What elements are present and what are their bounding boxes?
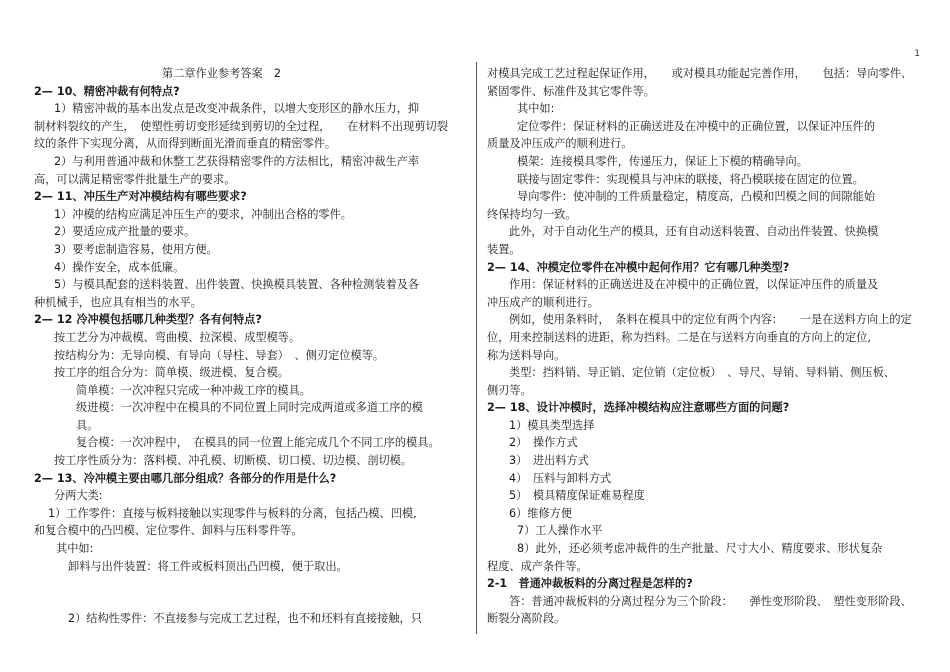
question-heading: 2— 11、冲压生产对冲模结构有哪些要求? <box>34 190 247 204</box>
text-line: 导向零件：使冲制的工件质量稳定，精度高，凸模和凹模之间的间隙能始 <box>517 190 876 204</box>
text-line: 级进模：一次冲程中在模具的不同位置上同时完成两道或多道工序的模 <box>76 401 423 415</box>
text-line: 2）要适应成产批量的要求。 <box>54 225 196 239</box>
text-line: 称为送料导向。 <box>487 348 566 362</box>
text-line: 断裂分离阶段。 <box>487 612 566 626</box>
text-line: 其中如: <box>517 102 555 116</box>
text-line: 类型：挡料销、导正销、定位销（定位板） 、导尺、导销、导料销、侧压板、 <box>509 366 895 380</box>
right-column <box>487 65 917 628</box>
text-line: 5） 模具精度保证难易程度 <box>509 489 645 503</box>
text-line: 2）结构性零件：不直接参与完成工艺过程，也不和坯料有直接接触，只 <box>68 612 422 626</box>
text-line: 定位零件：保证材料的正确送进及在冲模中的正确位置，以保证冲压件的 <box>517 119 876 133</box>
text-line: 4）操作安全，成本低廉。 <box>54 260 185 274</box>
blank-gap <box>34 575 454 610</box>
question-heading: 2— 18、设计冲模时，选择冲模结构应注意哪些方面的问题? <box>487 401 790 415</box>
question-heading: 2-1 普通冲裁板料的分离过程是怎样的? <box>487 577 693 591</box>
text-line: 作用：保证材料的正确送进及在冲模中的正确位置，以保证冲压件的质量及 <box>509 278 879 292</box>
text-line: 1）工作零件：直接与板料接触以实现零件与板料的分离，包括凸模、凹模, <box>48 506 417 520</box>
text-line: 8）此外，还必须考虑冲裁件的生产批量、尺寸大小、精度要求、形状复杂 <box>517 542 883 556</box>
text-line: 4） 压料与卸料方式 <box>509 471 612 485</box>
question-heading: 2— 12 冷冲模包括哪几种类型？各有何特点? <box>34 313 262 327</box>
text-line: 冲压成产的顺利进行。 <box>487 295 599 309</box>
text-line: 分两大类: <box>54 489 103 503</box>
text-line: 纹的条件下实现分离，从而得到断面光滑而垂直的精密零件。 <box>34 137 337 151</box>
text-line: 和复合模中的凸凹模、定位零件、卸料与压料零件等。 <box>34 524 303 538</box>
text-line: 3）要考虑制造容易，使用方便。 <box>54 242 218 256</box>
text-line: 7）工人操作水平 <box>517 524 603 538</box>
text-line: 按工序的组合分为：简单模、级进模、复合模。 <box>54 366 289 380</box>
column-divider <box>476 62 477 634</box>
text-line: 具。 <box>76 418 99 432</box>
text-line: 此外，对于自动化生产的模具，还有自动送料装置、自动出件装置、快换模 <box>509 225 879 239</box>
text-line: 复合模：一次冲程中， 在模具的同一位置上能完成几个不同工序的模具。 <box>76 436 440 450</box>
text-line: 2） 操作方式 <box>509 436 578 450</box>
text-line: 对模具完成工艺过程起保证作用， 或对模具功能起完善作用， 包括：导向零件、 <box>487 67 913 80</box>
text-line: 高，可以满足精密零件批量生产的要求。 <box>34 172 236 186</box>
page-number: 1 <box>914 49 920 59</box>
text-line: 例如，使用条料时， 条料在模具中的定位有两个内容： 一是在送料方向上的定 <box>509 313 912 327</box>
text-line: 其中如: <box>56 542 94 556</box>
text-line: 简单模：一次冲程只完成一种冲裁工序的模具。 <box>76 383 311 397</box>
text-line: 按结构分为：无导向模、有导向（导柱、导套） 、侧刃定位模等。 <box>54 348 385 362</box>
text-line: 联接与固定零件：实现模具与冲床的联接，将凸模联接在固定的位置。 <box>517 172 864 186</box>
text-line: 质量及冲压成产的顺利进行。 <box>487 137 633 151</box>
document-title: 第二章作业参考答案 2 <box>162 67 281 80</box>
text-line: 卸料与出件装置：将工件或板料顶出凸凹模，便于取出。 <box>68 559 348 573</box>
text-line: 1）冲模的结构应满足冲压生产的要求，冲制出合格的零件。 <box>54 207 352 221</box>
text-line: 按工序性质分为：落料模、冲孔模、切断模、切口模、切边模、剖切模。 <box>54 454 413 468</box>
text-line: 程度、成产条件等。 <box>487 559 588 573</box>
text-line: 答：普通冲裁板料的分离过程分为三个阶段： 弹性变形阶段、 塑性变形阶段、 <box>509 594 912 608</box>
text-line: 6）维修方便 <box>509 506 573 520</box>
text-line: 2）与利用普通冲裁和休整工艺获得精密零件的方法相比，精密冲裁生产率 <box>54 154 420 168</box>
text-line: 1）精密冲裁的基本出发点是改变冲裁条件，以增大变形区的静水压力，抑 <box>54 102 420 116</box>
text-line: 3） 进出料方式 <box>509 454 589 468</box>
text-line: 终保持均匀一致。 <box>487 207 577 221</box>
question-heading: 2— 14、冲模定位零件在冲模中起何作用？它有哪几种类型? <box>487 260 790 274</box>
text-line: 侧刃等。 <box>487 383 532 397</box>
text-line: 模架：连接模具零件，传递压力，保证上下模的精确导向。 <box>517 154 808 168</box>
question-heading: 2— 10、精密冲裁有何特点? <box>34 84 180 98</box>
text-line: 按工艺分为冲裁模、弯曲模、拉深模、成型模等。 <box>54 330 301 344</box>
text-line: 1）模具类型选择 <box>509 418 595 432</box>
text-line: 种机械手，也应具有相当的水平。 <box>34 295 202 309</box>
left-column <box>34 65 454 628</box>
text-line: 装置。 <box>487 242 521 256</box>
question-heading: 2— 13、冷冲模主要由哪几部分组成？各部分的作用是什么? <box>34 471 337 485</box>
text-line: 位，用来控制送料的进距，称为挡料。二是在与送料方向垂直的方向上的定位, <box>487 330 871 344</box>
text-line: 紧固零件、标准件及其它零件等。 <box>487 84 655 98</box>
text-line: 制材料裂纹的产生， 使塑性剪切变形延续到剪切的全过程， 在材料不出现剪切裂 <box>34 119 448 133</box>
text-line: 5）与模具配套的送料装置、出件装置、快换模具装置、各种检测装着及各 <box>54 278 420 292</box>
